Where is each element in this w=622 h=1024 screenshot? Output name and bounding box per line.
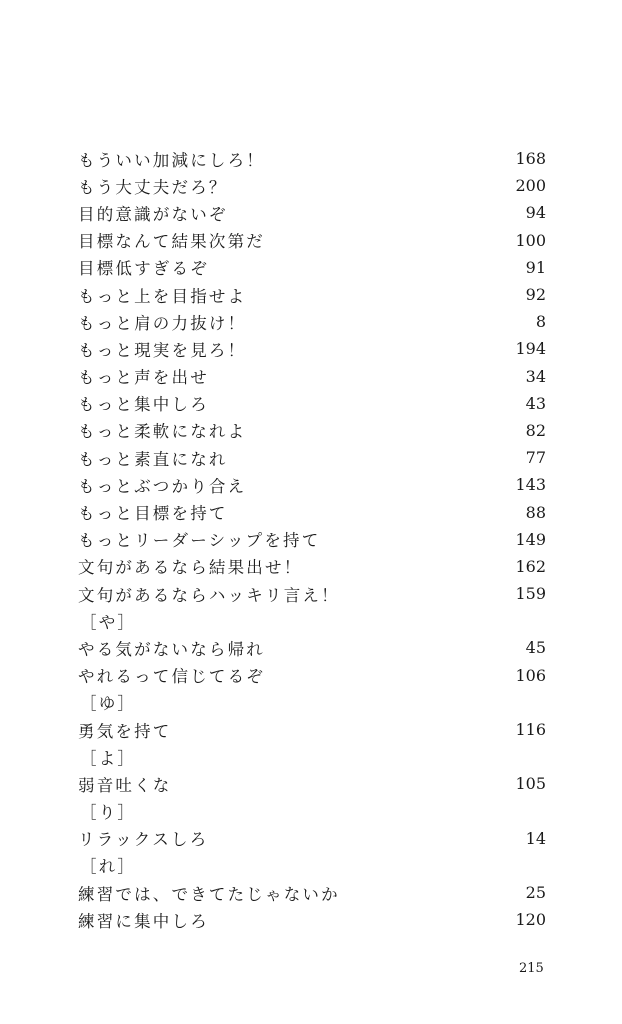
index-entry [78,145,546,172]
entry-text: やる気がないなら帰れ [78,639,265,659]
entry-text: もっと肩の力抜け！ [78,313,247,333]
section-heading [78,798,546,825]
entry-text: もっと現実を見ろ！ [78,340,247,360]
index-entry [78,580,546,607]
index-entry [78,906,546,933]
index-entry [78,281,546,308]
index-entry [78,825,546,852]
entry-text: 練習では、できてたじゃないか [78,884,340,904]
entry-text: 勇気を持て [78,721,172,741]
entry-text: もっとリーダーシップを持て [78,531,321,551]
entry-text: 練習に集中しろ [78,911,209,931]
entry-text: 目的意識がないぞ [78,204,228,224]
entry-page-number: 45 [525,638,546,658]
entry-text: もっと素直になれ [78,449,228,469]
entry-page-number: 92 [525,285,546,305]
entry-text: 文句があるなら結果出せ！ [78,558,303,578]
entry-page-number: 8 [535,312,546,332]
section-heading [78,743,546,770]
entry-page-number: 106 [515,665,546,685]
entry-page-number: 116 [515,720,546,740]
entry-page-number: 105 [515,774,546,794]
index-entry [78,770,546,797]
entry-page-number: 25 [525,883,546,903]
index-entry [78,308,546,335]
entry-text: もういい加減にしろ！ [78,150,265,170]
index-entry [78,417,546,444]
entry-page-number: 159 [515,584,546,604]
entry-page-number: 162 [515,556,546,576]
index-entry [78,444,546,471]
entry-text: もっと集中しろ [78,395,209,415]
section-heading [78,852,546,879]
index-entry [78,172,546,199]
section-heading-label: ［ゆ］ [80,694,137,714]
entry-text: やれるって信じてるぞ [78,667,265,687]
index-entry [78,390,546,417]
index-entry [78,553,546,580]
index-entry [78,526,546,553]
index-entry [78,716,546,743]
entry-page-number: 88 [525,502,546,522]
entry-page-number: 120 [515,910,546,930]
entry-text: もっと上を目指せよ [78,286,247,306]
section-heading-label: ［や］ [80,612,137,632]
entry-page-number: 34 [525,366,546,386]
entry-text: 目標なんて結果次第だ [78,232,265,252]
entry-text: 目標低すぎるぞ [78,259,209,279]
index-entry [78,199,546,226]
section-heading [78,689,546,716]
section-heading [78,607,546,634]
index-entry [78,634,546,661]
entry-page-number: 77 [525,448,546,468]
entry-page-number: 14 [525,828,546,848]
page-number: 215 [519,961,544,976]
entry-text: もっと目標を持て [78,504,228,524]
index-entry [78,363,546,390]
entry-page-number: 94 [525,203,546,223]
index-entry [78,254,546,281]
index-entry [78,498,546,525]
entry-page-number: 100 [515,230,546,250]
entry-page-number: 168 [515,149,546,169]
entry-page-number: 200 [515,176,546,196]
section-heading-label: ［り］ [80,803,137,823]
entry-page-number: 143 [515,475,546,495]
entry-text: リラックスしろ [78,830,209,850]
entry-page-number: 82 [525,420,546,440]
entry-page-number: 43 [525,393,546,413]
entry-text: もっと柔軟になれよ [78,422,247,442]
index-list [78,145,546,933]
index-entry [78,227,546,254]
entry-page-number: 194 [515,339,546,359]
index-entry [78,335,546,362]
entry-page-number: 91 [525,257,546,277]
entry-page-number: 149 [515,529,546,549]
section-heading-label: ［よ］ [80,748,137,768]
entry-text: もっとぶつかり合え [78,476,247,496]
index-entry [78,879,546,906]
index-entry [78,662,546,689]
section-heading-label: ［れ］ [80,857,137,877]
index-entry [78,471,546,498]
entry-text: 文句があるならハッキリ言え！ [78,585,340,605]
entry-text: もっと声を出せ [78,368,209,388]
entry-text: 弱音吐くな [78,775,172,795]
entry-text: もう大丈夫だろ？ [78,177,228,197]
